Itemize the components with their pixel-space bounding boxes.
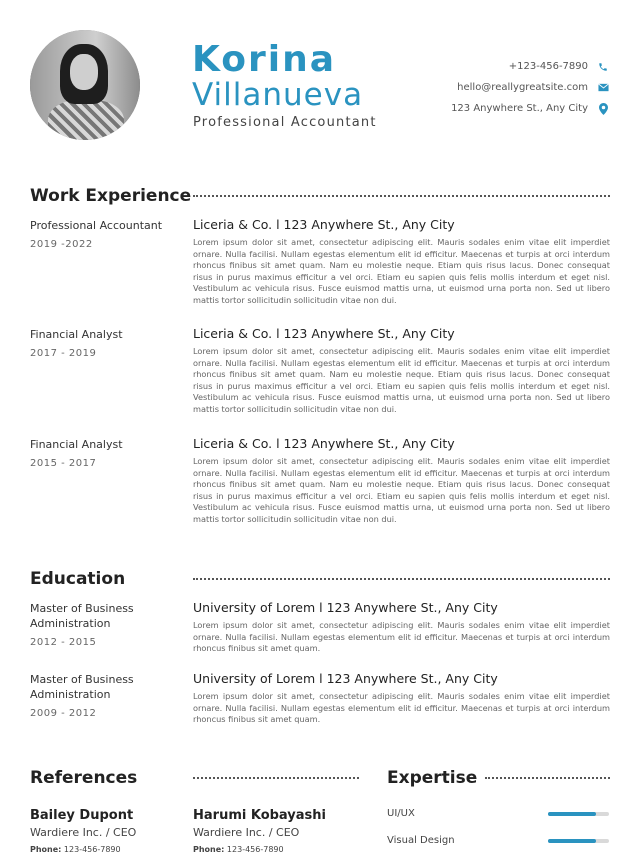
address-text: 123 Anywhere St., Any City: [451, 103, 588, 114]
expertise-heading: Expertise: [387, 768, 478, 788]
education-dates: 2009 - 2012: [30, 708, 97, 719]
skill-row: [387, 835, 609, 846]
work-experience-heading: Work Experience: [30, 186, 192, 206]
mail-icon: [596, 83, 610, 92]
contact-block: [370, 56, 610, 119]
phone-icon: [596, 62, 610, 72]
work-dates: 2015 - 2017: [30, 458, 97, 469]
phone-number: 123-456-7890: [226, 845, 284, 853]
contact-phone: [370, 56, 610, 77]
section-divider: [485, 777, 610, 779]
section-divider: [193, 195, 610, 197]
references-heading: References: [30, 768, 138, 788]
profile-photo: [30, 30, 140, 140]
reference-phone: [30, 845, 136, 853]
work-description: Lorem ipsum dolor sit amet, consectetur adipiscing elit. Mauris sodales enim vitae elit imperdiet ornare. Nulla facilisi. Nullam egestas elementum elit id efficitur. Maecenas et turpis at orci interdum rhoncus finibus sit amet quam. Nam eu molestie neque. Etiam quis risus lacus. Donec consequat risus in purus maximus efficitur a vel orci. Etiam eu sapien quis felis mollis interdum et eget nisl. Vestibulum ac vehicula risus. Fusce euismod mattis urna, ut euismod urna porta non. Sed ut libero mattis tortor sollicitudin sollicitudin vitae non dui.: [193, 346, 610, 414]
skill-label: UI/UX: [387, 808, 415, 819]
reference-card: [30, 808, 136, 853]
work-dates: 2019 -2022: [30, 239, 93, 250]
skill-bar-track: [548, 812, 609, 816]
skill-label: Visual Design: [387, 835, 455, 846]
phone-label: Phone:: [30, 845, 62, 853]
phone-number: 123-456-7890: [63, 845, 121, 853]
reference-company: Wardiere Inc. / CEO: [193, 826, 300, 839]
first-name: Korina: [192, 39, 337, 80]
reference-name: Harumi Kobayashi: [193, 808, 326, 823]
education-institution: University of Lorem l 123 Anywhere St., Any City: [193, 600, 498, 615]
last-name: Villanueva: [192, 77, 364, 113]
education-description: Lorem ipsum dolor sit amet, consectetur adipiscing elit. Mauris sodales enim vitae elit imperdiet ornare. Nulla facilisi. Nullam egestas elementum elit id efficitur. Maecenas et turpis at orci interdum rhoncus finibus sit amet quam.: [193, 691, 610, 725]
work-dates: 2017 - 2019: [30, 348, 97, 359]
degree-name: Master of Business Administration: [30, 673, 134, 701]
skill-bar-fill: [548, 812, 596, 816]
email-text[interactable]: hello@reallygreatsite.com: [457, 82, 588, 93]
work-position: Financial Analyst: [30, 438, 123, 451]
work-description: Lorem ipsum dolor sit amet, consectetur adipiscing elit. Mauris sodales enim vitae elit imperdiet ornare. Nulla facilisi. Nullam egestas elementum elit id efficitur. Maecenas et turpis at orci interdum rhoncus finibus sit amet quam. Nam eu molestie neque. Etiam quis risus lacus. Donec consequat risus in purus maximus efficitur a vel orci. Etiam eu sapien quis felis mollis interdum et eget nisl. Vestibulum ac vehicula risus. Fusce euismod mattis urna, ut euismod urna porta non. Sed ut libero mattis tortor sollicitudin sollicitudin vitae non dui.: [193, 456, 610, 524]
work-description: Lorem ipsum dolor sit amet, consectetur adipiscing elit. Mauris sodales enim vitae elit imperdiet ornare. Nulla facilisi. Nullam egestas elementum elit id efficitur. Maecenas et turpis at orci interdum rhoncus finibus sit amet quam. Nam eu molestie neque. Etiam quis risus lacus. Donec consequat risus in purus maximus efficitur a vel orci. Etiam eu sapien quis felis mollis interdum et eget nisl. Vestibulum ac vehicula risus. Fusce euismod mattis urna, ut euismod urna porta non. Sed ut libero mattis tortor sollicitudin sollicitudin vitae non dui.: [193, 237, 610, 305]
work-position: Financial Analyst: [30, 328, 123, 341]
phone-label: Phone:: [193, 845, 225, 853]
degree-name: Master of Business Administration: [30, 602, 134, 630]
work-organization: Liceria & Co. l 123 Anywhere St., Any City: [193, 326, 455, 341]
education-heading: Education: [30, 569, 126, 589]
reference-company: Wardiere Inc. / CEO: [30, 826, 137, 839]
education-description: Lorem ipsum dolor sit amet, consectetur adipiscing elit. Mauris sodales enim vitae elit imperdiet ornare. Nulla facilisi. Nullam egestas elementum elit id efficitur. Maecenas et turpis at orci interdum rhoncus finibus sit amet quam.: [193, 620, 610, 654]
contact-address: [370, 98, 610, 119]
section-divider: [193, 578, 610, 580]
reference-name: Bailey Dupont: [30, 808, 134, 823]
skill-bar-track: [548, 839, 609, 843]
contact-email: [370, 77, 610, 98]
education-institution: University of Lorem l 123 Anywhere St., Any City: [193, 671, 498, 686]
phone-text: +123-456-7890: [508, 61, 588, 72]
work-position: Professional Accountant: [30, 219, 163, 232]
education-dates: 2012 - 2015: [30, 637, 97, 648]
job-title: Professional Accountant: [193, 115, 377, 130]
work-organization: Liceria & Co. l 123 Anywhere St., Any City: [193, 217, 455, 232]
skill-bar-fill: [548, 839, 596, 843]
section-divider: [193, 777, 359, 779]
reference-card: [193, 808, 326, 853]
work-organization: Liceria & Co. l 123 Anywhere St., Any City: [193, 436, 455, 451]
skill-row: [387, 808, 609, 819]
reference-phone: [193, 845, 326, 853]
location-pin-icon: [596, 103, 610, 115]
